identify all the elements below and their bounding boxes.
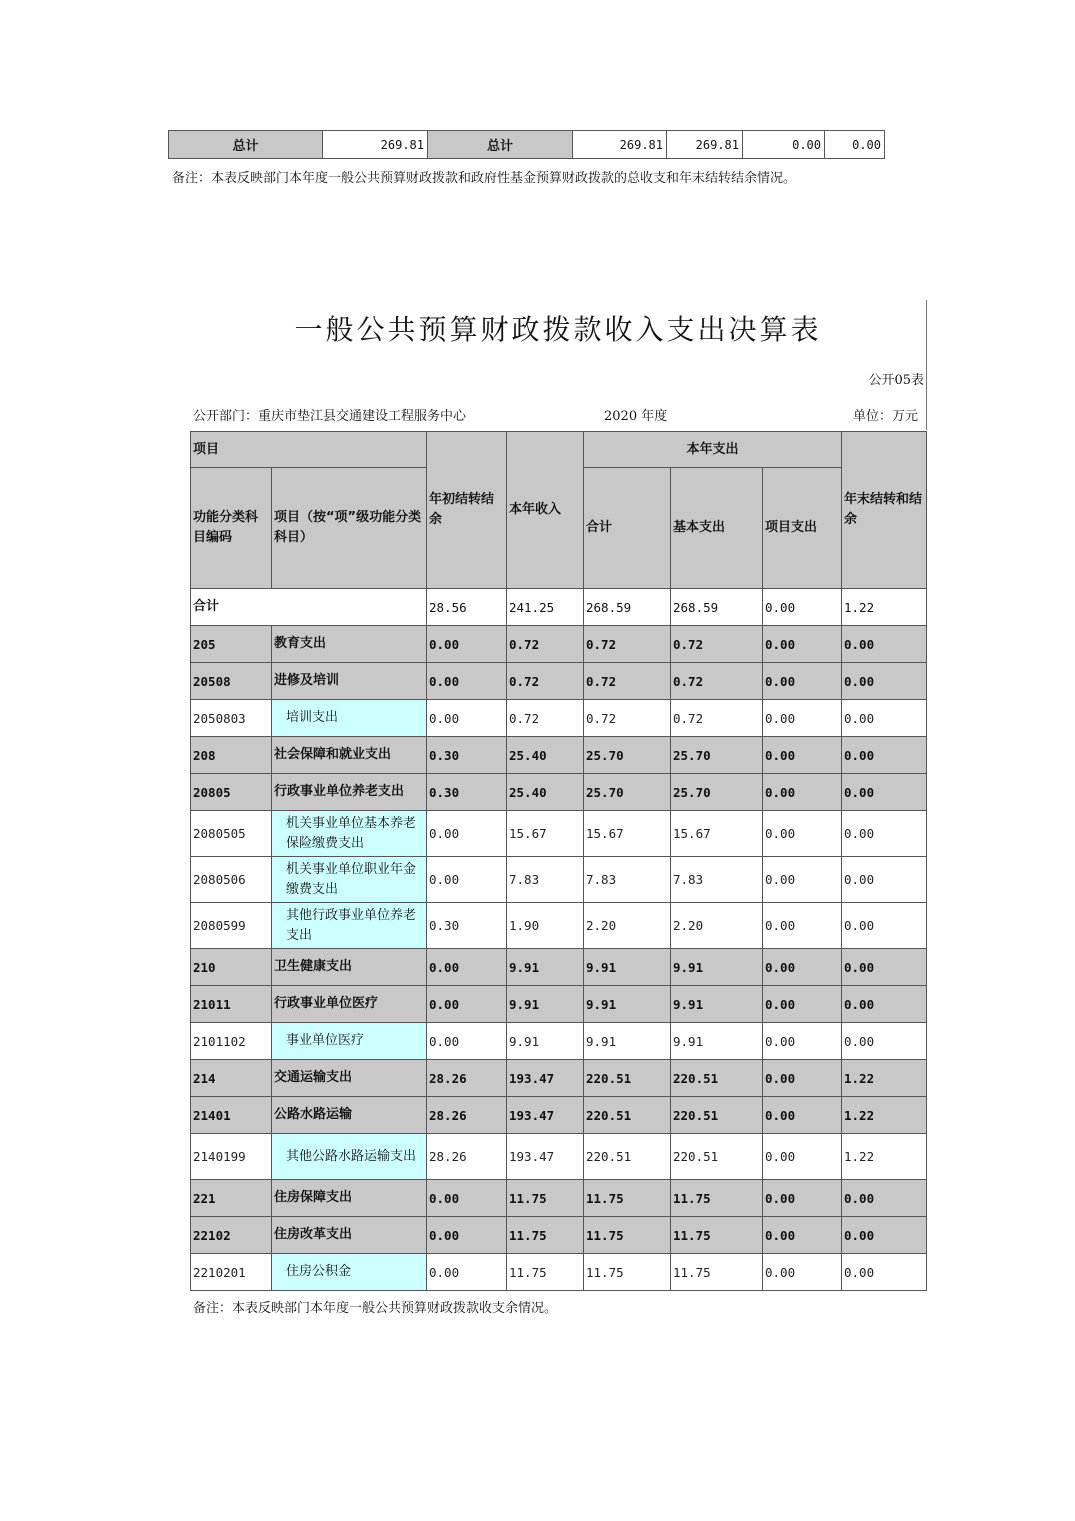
unit: 单位：万元 (852, 409, 918, 424)
row-project: 0.00 (763, 1254, 842, 1291)
row-basic: 25.70 (671, 737, 763, 774)
header-project: 项目 (191, 432, 427, 468)
row-name: 培训支出 (272, 700, 427, 737)
row-project: 0.00 (763, 903, 842, 949)
row-opening: 0.00 (427, 811, 507, 857)
row-income: 0.72 (507, 700, 584, 737)
row-name: 公路水路运输 (272, 1097, 427, 1134)
row-code: 20508 (191, 663, 272, 700)
header-closing: 年末结转和结余 (842, 432, 927, 589)
summary-left-value: 269.81 (323, 131, 428, 159)
table-row (191, 986, 927, 1023)
row-income: 9.91 (507, 1023, 584, 1060)
row-project: 0.00 (763, 1097, 842, 1134)
row-basic: 7.83 (671, 857, 763, 903)
row-project: 0.00 (763, 1217, 842, 1254)
row-total: 11.75 (584, 1254, 671, 1291)
row-total: 0.72 (584, 663, 671, 700)
row-basic: 9.91 (671, 949, 763, 986)
table-row (191, 857, 927, 903)
header-opening: 年初结转结余 (427, 432, 507, 589)
row-closing: 0.00 (842, 626, 927, 663)
header-name: 项目（按“项”级功能分类科目） (272, 468, 427, 589)
row-opening: 0.00 (427, 857, 507, 903)
row-income: 9.91 (507, 986, 584, 1023)
department: 公开部门：重庆市垫江县交通建设工程服务中心 (193, 409, 467, 424)
row-income: 11.75 (507, 1180, 584, 1217)
table-row (191, 1134, 927, 1180)
row-closing: 0.00 (842, 811, 927, 857)
row-closing: 1.22 (842, 1134, 927, 1180)
row-name: 行政事业单位养老支出 (272, 774, 427, 811)
table-row (191, 700, 927, 737)
row-opening: 0.30 (427, 903, 507, 949)
row-basic: 11.75 (671, 1180, 763, 1217)
table-row (191, 737, 927, 774)
row-opening: 28.26 (427, 1134, 507, 1180)
row-code: 2080505 (191, 811, 272, 857)
year: 2020 年度 (604, 409, 668, 424)
row-code: 2140199 (191, 1134, 272, 1180)
row-total: 7.83 (584, 857, 671, 903)
row-total: 220.51 (584, 1134, 671, 1180)
table-row (191, 811, 927, 857)
summary-left-label: 总计 (169, 131, 323, 159)
row-opening: 0.00 (427, 1180, 507, 1217)
row-income: 1.90 (507, 903, 584, 949)
row-code: 214 (191, 1060, 272, 1097)
row-project: 0.00 (763, 1180, 842, 1217)
row-closing: 0.00 (842, 774, 927, 811)
row-income: 11.75 (507, 1254, 584, 1291)
row-basic: 220.51 (671, 1097, 763, 1134)
row-opening: 0.00 (427, 1217, 507, 1254)
row-basic: 0.72 (671, 663, 763, 700)
row-project: 0.00 (763, 663, 842, 700)
row-project: 0.00 (763, 857, 842, 903)
row-basic: 220.51 (671, 1060, 763, 1097)
row-code: 2080599 (191, 903, 272, 949)
table-row (191, 774, 927, 811)
row-total: 25.70 (584, 774, 671, 811)
total-opening: 28.56 (427, 589, 507, 626)
row-name: 机关事业单位职业年金缴费支出 (272, 857, 427, 903)
row-closing: 0.00 (842, 1023, 927, 1060)
row-code: 21401 (191, 1097, 272, 1134)
row-income: 11.75 (507, 1217, 584, 1254)
summary-value: 0.00 (743, 131, 825, 159)
row-closing: 0.00 (842, 663, 927, 700)
row-basic: 11.75 (671, 1217, 763, 1254)
row-total: 11.75 (584, 1217, 671, 1254)
row-basic: 15.67 (671, 811, 763, 857)
row-code: 2101102 (191, 1023, 272, 1060)
row-closing: 0.00 (842, 986, 927, 1023)
row-closing: 0.00 (842, 949, 927, 986)
summary-row (169, 131, 885, 159)
table-row (191, 1217, 927, 1254)
row-name: 卫生健康支出 (272, 949, 427, 986)
row-closing: 0.00 (842, 700, 927, 737)
row-total: 0.72 (584, 700, 671, 737)
row-total: 2.20 (584, 903, 671, 949)
table-row (191, 626, 927, 663)
row-code: 20805 (191, 774, 272, 811)
row-opening: 0.00 (427, 663, 507, 700)
header-code: 功能分类科目编码 (191, 468, 272, 589)
summary-value: 269.81 (667, 131, 743, 159)
table-row (191, 1254, 927, 1291)
row-name: 住房公积金 (272, 1254, 427, 1291)
row-opening: 0.00 (427, 949, 507, 986)
row-opening: 0.00 (427, 626, 507, 663)
summary-value: 269.81 (573, 131, 667, 159)
row-code: 221 (191, 1180, 272, 1217)
summary-table (168, 130, 885, 159)
row-name: 机关事业单位基本养老保险缴费支出 (272, 811, 427, 857)
row-code: 2210201 (191, 1254, 272, 1291)
row-name: 进修及培训 (272, 663, 427, 700)
row-name: 行政事业单位医疗 (272, 986, 427, 1023)
row-opening: 0.00 (427, 986, 507, 1023)
total-project: 0.00 (763, 589, 842, 626)
row-total: 220.51 (584, 1097, 671, 1134)
budget-table (190, 431, 927, 1291)
row-closing: 0.00 (842, 1180, 927, 1217)
row-total: 0.72 (584, 626, 671, 663)
row-closing: 0.00 (842, 1254, 927, 1291)
row-basic: 2.20 (671, 903, 763, 949)
header-total: 合计 (584, 468, 671, 589)
top-note: 备注：本表反映部门本年度一般公共预算财政拨款和政府性基金预算财政拨款的总收支和年末结转结余情况。 (172, 171, 797, 186)
row-basic: 25.70 (671, 774, 763, 811)
row-name: 交通运输支出 (272, 1060, 427, 1097)
row-code: 22102 (191, 1217, 272, 1254)
row-name: 事业单位医疗 (272, 1023, 427, 1060)
row-code: 2050803 (191, 700, 272, 737)
summary-right-label: 总计 (428, 131, 573, 159)
row-income: 9.91 (507, 949, 584, 986)
row-opening: 0.30 (427, 774, 507, 811)
row-total: 9.91 (584, 986, 671, 1023)
table-row (191, 1023, 927, 1060)
row-income: 193.47 (507, 1134, 584, 1180)
row-opening: 0.30 (427, 737, 507, 774)
row-income: 25.40 (507, 774, 584, 811)
row-closing: 1.22 (842, 1097, 927, 1134)
row-project: 0.00 (763, 949, 842, 986)
table-row (191, 1180, 927, 1217)
row-code: 2080506 (191, 857, 272, 903)
row-closing: 0.00 (842, 1217, 927, 1254)
total-expense: 268.59 (584, 589, 671, 626)
row-basic: 11.75 (671, 1254, 763, 1291)
header-project-expense: 项目支出 (763, 468, 842, 589)
table-number: 公开05表 (868, 373, 924, 388)
table-row (191, 663, 927, 700)
row-total: 11.75 (584, 1180, 671, 1217)
row-closing: 1.22 (842, 1060, 927, 1097)
row-total: 9.91 (584, 1023, 671, 1060)
header-income: 本年收入 (507, 432, 584, 589)
row-opening: 0.00 (427, 1254, 507, 1291)
total-income: 241.25 (507, 589, 584, 626)
page-rule (926, 300, 927, 430)
row-opening: 28.26 (427, 1097, 507, 1134)
row-project: 0.00 (763, 700, 842, 737)
row-project: 0.00 (763, 986, 842, 1023)
row-income: 0.72 (507, 626, 584, 663)
row-code: 210 (191, 949, 272, 986)
row-name: 住房改革支出 (272, 1217, 427, 1254)
row-basic: 220.51 (671, 1134, 763, 1180)
row-name: 住房保障支出 (272, 1180, 427, 1217)
table-row (191, 1060, 927, 1097)
row-project: 0.00 (763, 626, 842, 663)
total-label: 合计 (191, 589, 427, 626)
row-total: 25.70 (584, 737, 671, 774)
row-basic: 9.91 (671, 986, 763, 1023)
total-closing: 1.22 (842, 589, 927, 626)
bottom-note: 备注：本表反映部门本年度一般公共预算财政拨款收支余情况。 (193, 1301, 558, 1316)
row-opening: 28.26 (427, 1060, 507, 1097)
row-closing: 0.00 (842, 857, 927, 903)
row-income: 0.72 (507, 663, 584, 700)
row-income: 15.67 (507, 811, 584, 857)
table-row (191, 949, 927, 986)
row-total: 9.91 (584, 949, 671, 986)
row-project: 0.00 (763, 1134, 842, 1180)
table-row (191, 903, 927, 949)
page-title: 一般公共预算财政拨款收入支出决算表 (294, 313, 822, 346)
total-row (191, 589, 927, 626)
row-project: 0.00 (763, 774, 842, 811)
row-code: 205 (191, 626, 272, 663)
row-project: 0.00 (763, 811, 842, 857)
row-basic: 0.72 (671, 626, 763, 663)
row-name: 其他行政事业单位养老支出 (272, 903, 427, 949)
row-income: 7.83 (507, 857, 584, 903)
row-name: 教育支出 (272, 626, 427, 663)
row-name: 其他公路水路运输支出 (272, 1134, 427, 1180)
row-code: 21011 (191, 986, 272, 1023)
table-row (191, 1097, 927, 1134)
row-name: 社会保障和就业支出 (272, 737, 427, 774)
header-basic: 基本支出 (671, 468, 763, 589)
row-income: 193.47 (507, 1060, 584, 1097)
row-project: 0.00 (763, 1023, 842, 1060)
row-income: 25.40 (507, 737, 584, 774)
summary-value: 0.00 (825, 131, 885, 159)
row-opening: 0.00 (427, 1023, 507, 1060)
row-code: 208 (191, 737, 272, 774)
row-closing: 0.00 (842, 737, 927, 774)
row-project: 0.00 (763, 1060, 842, 1097)
table-body (191, 626, 927, 1291)
header-expense-group: 本年支出 (584, 432, 842, 468)
row-income: 193.47 (507, 1097, 584, 1134)
row-total: 220.51 (584, 1060, 671, 1097)
row-project: 0.00 (763, 737, 842, 774)
row-basic: 0.72 (671, 700, 763, 737)
row-basic: 9.91 (671, 1023, 763, 1060)
row-total: 15.67 (584, 811, 671, 857)
row-opening: 0.00 (427, 700, 507, 737)
total-basic: 268.59 (671, 589, 763, 626)
row-closing: 0.00 (842, 903, 927, 949)
